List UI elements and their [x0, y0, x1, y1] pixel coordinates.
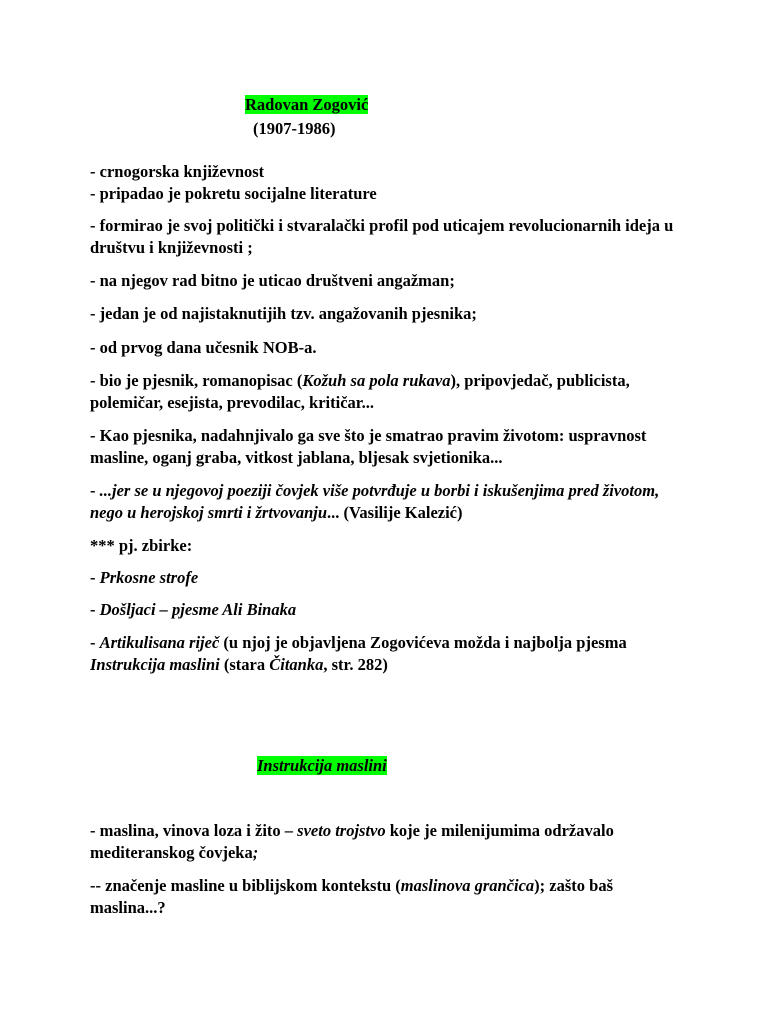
bullet-profile: - formirao je svoj politički i stvaralački profil pod uticajem revolucionarnih ideja u društvu i književnosti ; — [90, 216, 674, 257]
bullet-roles-pre: - bio je pjesnik, romanopisac ( — [90, 371, 303, 390]
bullet-quote — [90, 480, 680, 524]
olive-bible — [90, 875, 680, 919]
poem-title-ref: Instrukcija maslini — [90, 655, 220, 674]
collection-prkosne-title: Prkosne strofe — [99, 568, 199, 587]
olive-trinity-end: ; — [252, 843, 259, 862]
collection-artikulisana-title: Artikulisana riječ — [99, 633, 220, 652]
bullet-nob: - od prvog dana učesnik NOB-a. — [90, 338, 317, 357]
olive-bible-pre: -- značenje masline u biblijskom kontekstu ( — [90, 876, 401, 895]
collection-dosljaci — [90, 599, 680, 621]
collection-artikulisana-mid2: (stara — [219, 655, 270, 674]
bullet-inspiration: - Kao pjesnika, nadahnjivalo ga sve što je smatrao pravim životom: uspravnost masline, oganj graba, vitkost jablana, bljesak svjetionika... — [90, 426, 647, 467]
collection-artikulisana — [90, 632, 680, 676]
author-name — [245, 94, 368, 116]
bullet-quote-text: ...jer se u njegovoj poeziji čovjek više potvrđuje u borbi i iskušenjima pred životom, nego u herojskoj smrti i žrtvovanju — [90, 481, 660, 522]
citanka-ref: Čitanka — [269, 655, 324, 674]
olive-trinity-post: koje je milenijumima održavalo mediteranskog čovjeka — [90, 821, 614, 862]
collection-dosljaci-title: Došljaci – pjesme Ali Binaka — [99, 600, 297, 619]
collection-prkosne-pre: - — [90, 568, 100, 587]
bullet-quote-author: ... (Vasilije Kalezić) — [327, 503, 463, 522]
section-title — [257, 755, 387, 777]
collection-artikulisana-pre: - — [90, 633, 100, 652]
collection-prkosne — [90, 567, 680, 589]
bullet-literature: - crnogorska književnost — [90, 162, 265, 181]
olive-trinity-italic: sveto trojstvo — [297, 821, 386, 840]
author-name-highlight: Radovan Zogović — [245, 95, 369, 114]
bullet-roles-novel: Kožuh sa pola rukava — [302, 371, 451, 390]
bullet-quote-pre: - — [90, 481, 100, 500]
collection-artikulisana-mid1: (u njoj je objavljena Zogovićeva možda i najbolja pjesma — [219, 633, 627, 652]
olive-trinity — [90, 820, 680, 864]
author-years: (1907-1986) — [253, 119, 336, 138]
olive-bible-italic: maslinova grančica — [400, 876, 535, 895]
bullet-roles-post: ), pripovjedač, publicista, polemičar, esejista, prevodilac, kritičar... — [90, 371, 630, 412]
collections-heading: *** pj. zbirke: — [90, 536, 193, 555]
bullet-movement: - pripadao je pokretu socijalne literature — [90, 184, 377, 203]
bullet-engagement: - na njegov rad bitno je uticao društveni angažman; — [90, 271, 455, 290]
olive-bible-post: ); zašto baš maslina...? — [90, 876, 613, 917]
bullet-poets: - jedan je od najistaknutijih tzv. angažovanih pjesnika; — [90, 304, 477, 323]
section-title-highlight: Instrukcija maslini — [257, 756, 387, 775]
collection-dosljaci-pre: - — [90, 600, 100, 619]
collection-artikulisana-post: , str. 282) — [323, 655, 388, 674]
bullet-roles — [90, 370, 680, 414]
olive-trinity-pre: - maslina, vinova loza i žito – — [90, 821, 298, 840]
